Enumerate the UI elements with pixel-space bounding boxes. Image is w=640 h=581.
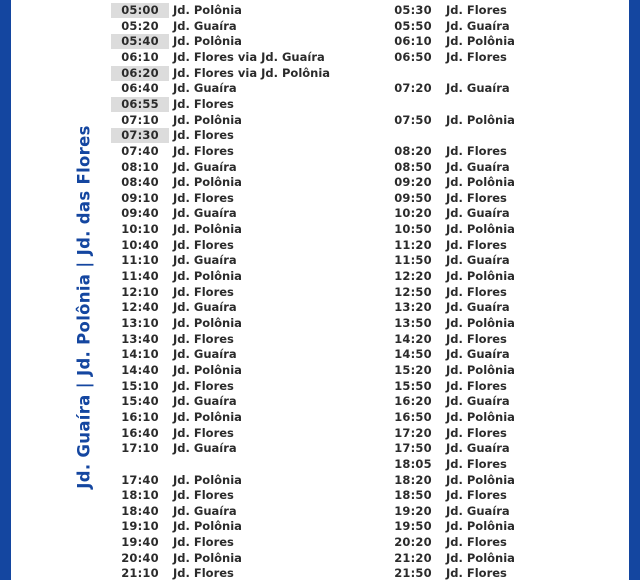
departure-time: 19:40 — [121, 535, 159, 550]
destination-label: Jd. Flores — [446, 535, 507, 550]
destination-label: Jd. Flores — [173, 128, 234, 143]
departure-time: 07:20 — [394, 81, 432, 96]
destination-label: Jd. Polônia — [173, 175, 242, 190]
destination-label: Jd. Flores — [446, 3, 507, 17]
departure-time: 09:10 — [121, 190, 159, 205]
departure-time: 09:40 — [121, 206, 159, 221]
destination-label: Jd. Polônia — [446, 519, 515, 534]
destination-label: Jd. Flores — [446, 143, 507, 158]
departure-time: 11:50 — [394, 253, 432, 268]
destination-label: Jd. Guaíra — [446, 206, 510, 221]
departure-time: 07:30 — [111, 128, 169, 143]
destination-label: Jd. Polônia — [446, 362, 515, 377]
departure-time: 13:40 — [121, 331, 159, 346]
destination-label: Jd. Flores — [173, 331, 234, 346]
departure-time: 13:10 — [121, 316, 159, 330]
departure-time: 11:10 — [121, 253, 159, 268]
destination-label: Jd. Guaíra — [173, 253, 237, 268]
destination-label: Jd. Flores — [173, 284, 234, 299]
departure-time: 15:40 — [121, 394, 159, 409]
departure-time: 09:20 — [394, 175, 432, 190]
destination-label: Jd. Flores — [173, 190, 234, 205]
destination-label: Jd. Flores — [446, 456, 507, 471]
departure-time: 05:40 — [111, 34, 169, 49]
departure-time: 18:20 — [394, 472, 432, 487]
destination-label: Jd. Polônia — [173, 112, 242, 127]
departure-time: 06:40 — [121, 81, 159, 96]
destination-label: Jd. Guaíra — [446, 347, 510, 362]
departure-time: 14:20 — [394, 331, 432, 346]
departure-time: 06:10 — [121, 49, 159, 64]
destination-label: Jd. Flores — [173, 96, 234, 111]
departure-time: 06:50 — [394, 49, 432, 64]
departure-time: 06:10 — [394, 34, 432, 49]
destination-label: Jd. Guaíra — [173, 441, 237, 456]
destination-label: Jd. Flores — [446, 49, 507, 64]
departure-time: 13:20 — [394, 300, 432, 315]
destination-label: Jd. Flores — [446, 284, 507, 299]
departure-time: 07:10 — [121, 112, 159, 127]
departure-time: 12:20 — [394, 269, 432, 284]
destination-label: Jd. Flores — [173, 566, 234, 581]
destination-label: Jd. Guaíra — [173, 81, 237, 96]
departure-time: 14:50 — [394, 347, 432, 362]
departure-time: 10:20 — [394, 206, 432, 221]
departure-time: 14:40 — [121, 362, 159, 377]
departure-time: 11:40 — [121, 269, 159, 284]
destination-label: Jd. Flores — [446, 378, 507, 393]
departure-time: 20:40 — [121, 550, 159, 565]
destination-label: Jd. Polônia — [446, 269, 515, 284]
destination-label: Jd. Polônia — [446, 222, 515, 237]
departure-time: 21:50 — [394, 566, 432, 581]
destination-label: Jd. Guaíra — [173, 206, 237, 221]
departure-time: 07:40 — [121, 143, 159, 158]
departure-time: 08:40 — [121, 175, 159, 190]
destination-label: Jd. Guaíra — [446, 503, 510, 518]
destination-label: Jd. Flores — [446, 237, 507, 252]
destination-label: Jd. Polônia — [446, 472, 515, 487]
departure-time: 05:30 — [394, 3, 432, 17]
departure-time: 13:50 — [394, 316, 432, 330]
destination-label: Jd. Polônia — [173, 550, 242, 565]
departure-time: 10:40 — [121, 237, 159, 252]
departure-time: 10:50 — [394, 222, 432, 237]
destination-label: Jd. Guaíra — [446, 300, 510, 315]
departure-time: 10:10 — [121, 222, 159, 237]
destination-label: Jd. Flores — [173, 425, 234, 440]
destination-label: Jd. Flores — [173, 535, 234, 550]
right-border-bar — [629, 0, 640, 580]
destination-label: Jd. Flores — [173, 143, 234, 158]
route-title: Jd. Guaíra | Jd. Polônia | Jd. das Flores — [74, 125, 94, 489]
destination-label: Jd. Polônia — [173, 222, 242, 237]
destination-label: Jd. Polônia — [173, 472, 242, 487]
destination-label: Jd. Guaíra — [446, 394, 510, 409]
destination-label: Jd. Polônia — [446, 550, 515, 565]
destination-label: Jd. Polônia — [446, 34, 515, 49]
destination-label: Jd. Guaíra — [446, 81, 510, 96]
departure-time: 16:10 — [121, 409, 159, 424]
destination-label: Jd. Polônia — [173, 316, 242, 330]
destination-label: Jd. Polônia — [173, 519, 242, 534]
destination-label: Jd. Guaíra — [173, 159, 237, 174]
departure-time: 15:50 — [394, 378, 432, 393]
departure-time: 16:50 — [394, 409, 432, 424]
departure-time: 16:20 — [394, 394, 432, 409]
departure-time: 07:50 — [394, 112, 432, 127]
destination-label: Jd. Flores via Jd. Guaíra — [173, 49, 325, 64]
departure-time: 05:50 — [394, 18, 432, 33]
departure-time: 08:20 — [394, 143, 432, 158]
destination-label: Jd. Flores — [446, 566, 507, 581]
departure-time: 16:40 — [121, 425, 159, 440]
departure-time: 12:40 — [121, 300, 159, 315]
destination-label: Jd. Guaíra — [173, 503, 237, 518]
destination-label: Jd. Polônia — [173, 362, 242, 377]
destination-label: Jd. Flores — [173, 488, 234, 503]
departure-time: 12:10 — [121, 284, 159, 299]
destination-label: Jd. Flores — [446, 488, 507, 503]
departure-time: 19:50 — [394, 519, 432, 534]
destination-label: Jd. Guaíra — [446, 253, 510, 268]
destination-label: Jd. Guaíra — [173, 394, 237, 409]
destination-label: Jd. Flores — [173, 378, 234, 393]
destination-label: Jd. Guaíra — [173, 300, 237, 315]
departure-time: 11:20 — [394, 237, 432, 252]
departure-time: 12:50 — [394, 284, 432, 299]
destination-label: Jd. Flores — [446, 331, 507, 346]
destination-label: Jd. Polônia — [446, 112, 515, 127]
departure-time: 17:50 — [394, 441, 432, 456]
destination-label: Jd. Guaíra — [173, 18, 237, 33]
departure-time: 06:55 — [111, 97, 169, 112]
departure-time: 05:20 — [121, 18, 159, 33]
departure-time: 14:10 — [121, 347, 159, 362]
departure-time: 20:20 — [394, 535, 432, 550]
departure-time: 18:10 — [121, 488, 159, 503]
departure-time: 17:20 — [394, 425, 432, 440]
destination-label: Jd. Flores — [446, 190, 507, 205]
departure-time: 19:10 — [121, 519, 159, 534]
destination-label: Jd. Polônia — [446, 409, 515, 424]
destination-label: Jd. Polônia — [173, 34, 242, 49]
destination-label: Jd. Flores via Jd. Polônia — [173, 65, 331, 80]
departure-time: 17:10 — [121, 441, 159, 456]
departure-time: 09:50 — [394, 190, 432, 205]
destination-label: Jd. Guaíra — [446, 441, 510, 456]
destination-label: Jd. Flores — [173, 237, 234, 252]
departure-time: 08:10 — [121, 159, 159, 174]
departure-time: 19:20 — [394, 503, 432, 518]
destination-label: Jd. Polônia — [173, 409, 242, 424]
destination-label: Jd. Polônia — [446, 316, 515, 330]
destination-label: Jd. Flores — [446, 425, 507, 440]
departure-time: 21:10 — [121, 566, 159, 581]
destination-label: Jd. Guaíra — [446, 18, 510, 33]
departure-time: 18:05 — [394, 456, 432, 471]
departure-time: 05:00 — [111, 3, 169, 18]
departure-time: 17:40 — [121, 472, 159, 487]
departure-time: 18:50 — [394, 488, 432, 503]
departure-time: 15:10 — [121, 378, 159, 393]
departure-time: 08:50 — [394, 159, 432, 174]
destination-label: Jd. Guaíra — [446, 159, 510, 174]
departure-time: 21:20 — [394, 550, 432, 565]
destination-label: Jd. Guaíra — [173, 347, 237, 362]
departure-time: 15:20 — [394, 362, 432, 377]
departure-time: 06:20 — [111, 66, 169, 81]
destination-label: Jd. Polônia — [446, 175, 515, 190]
destination-label: Jd. Polônia — [173, 269, 242, 284]
departure-time: 18:40 — [121, 503, 159, 518]
left-border-bar — [0, 0, 11, 580]
destination-label: Jd. Polônia — [173, 3, 242, 17]
